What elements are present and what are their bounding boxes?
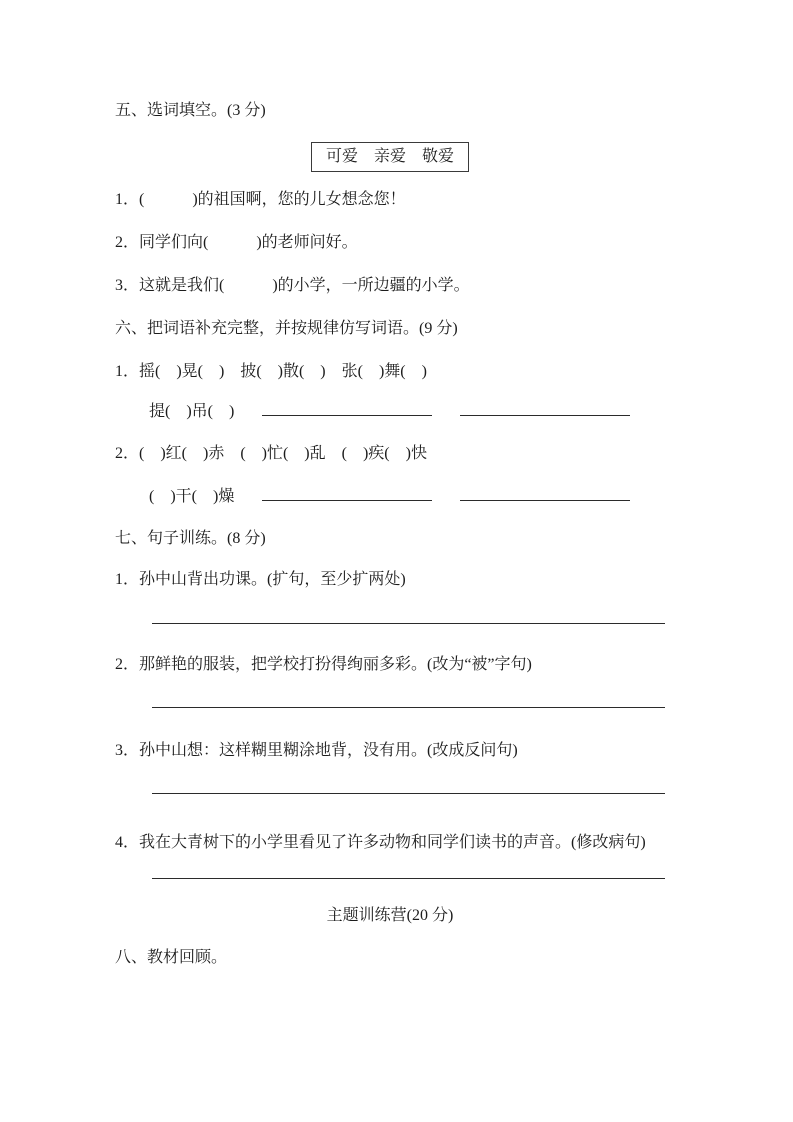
section6-item-2-line-1: 2．( )红( )赤 ( )忙( )乱 ( )疾( )快 xyxy=(115,445,427,462)
answer-line xyxy=(152,707,665,708)
section6-item-1-line-2 xyxy=(149,400,665,423)
answer-line xyxy=(152,793,665,794)
blank-line xyxy=(460,400,630,416)
section7-item-2: 2．那鲜艳的服装，把学校打扮得绚丽多彩。(改为“被”字句) xyxy=(115,656,532,673)
blank-line xyxy=(262,485,432,501)
section6-item-2-words: ( )干( )燥 xyxy=(149,488,235,505)
section5-item-3: 3．这就是我们( )的小学，一所边疆的小学。 xyxy=(115,277,470,294)
section5-item-2: 2．同学们向( )的老师问好。 xyxy=(115,234,358,251)
theme-banner: 主题训练营(20 分) xyxy=(326,907,454,924)
section8-heading: 八、教材回顾。 xyxy=(115,949,228,966)
answer-line xyxy=(152,878,665,879)
section6-item-1-line-1: 1．摇( )晃( ) 披( )散( ) 张( )舞( ) xyxy=(115,363,427,380)
answer-line xyxy=(152,623,665,624)
section6-item-1-words: 提( )吊( ) xyxy=(149,403,235,420)
section7-heading: 七、句子训练。(8 分) xyxy=(115,530,266,547)
word-bank-box xyxy=(311,142,469,172)
section5-item-1: 1．( )的祖国啊，您的儿女想念您！ xyxy=(115,191,406,208)
word-bank-words: 可爱 亲爱 敬爱 xyxy=(325,148,454,165)
section7-item-3: 3．孙中山想：这样糊里糊涂地背，没有用。(改成反问句) xyxy=(115,742,518,759)
section7-item-4: 4．我在大青树下的小学里看见了许多动物和同学们读书的声音。(修改病句) xyxy=(115,834,646,851)
section6-item-2-line-2 xyxy=(149,485,665,508)
section6-heading: 六、把词语补充完整，并按规律仿写词语。(9 分) xyxy=(115,320,458,337)
blank-line xyxy=(262,400,432,416)
section7-item-1: 1．孙中山背出功课。(扩句，至少扩两处) xyxy=(115,571,406,588)
blank-line xyxy=(460,485,630,501)
section5-heading: 五、选词填空。(3 分) xyxy=(115,102,266,119)
